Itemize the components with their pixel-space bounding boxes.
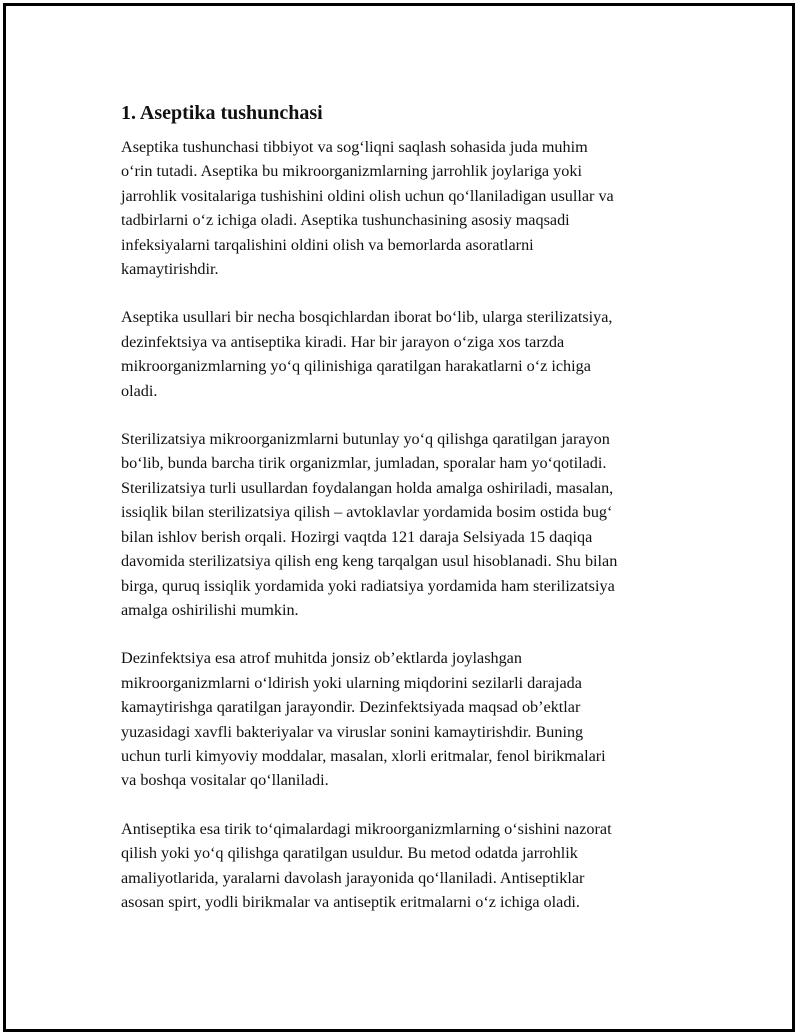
page-frame bbox=[3, 3, 795, 1032]
paragraph-sterilizatsiya: Sterilizatsiya mikroorganizmlarni butunlay yo‘q qilishga qaratilgan jarayon bo‘lib, bunda barcha tirik organizmlar, jumladan, sporalar ham yo‘qotiladi. Sterilizatsiya turli usullardan foydalangan holda amalga oshiriladi, masalan, issiqlik bilan sterilizatsiya qilish – avtoklavlar yordamida bosim ostida bug‘ bilan ishlov berish orqali. Hozirgi vaqtda 121 daraja Selsiyada 15 daqiqa davomida sterilizatsiya qilish eng keng tarqalgan usul hisoblanadi. Shu bilan birga, quruq issiqlik yordamida yoki radiatsiya yordamida ham sterilizatsiya amalga oshirilishi mumkin. bbox=[121, 430, 618, 619]
document-body bbox=[121, 99, 701, 938]
paragraph-aseptika-methods: Aseptika usullari bir necha bosqichlardan iborat bo‘lib, ularga sterilizatsiya, dezinfektsiya va antiseptika kiradi. Har bir jarayon o‘ziga xos tarzda mikroorganizmlarning yo‘q qilinishiga qaratilgan harakatlarni o‘z ichiga oladi. bbox=[121, 308, 613, 400]
paragraph-dezinfektsiya: Dezinfektsiya esa atrof muhitda jonsiz ob’ektlarda joylashgan mikroorganizmlarni o‘ldirish yoki ularning miqdorini sezilarli darajada kamaytirishga qaratilgan jarayondir. Dezinfektsiyada maqsad ob’ektlar yuzasidagi xavfli bakteriyalar va viruslar sonini kamaytirishdir. Buning uchun turli kimyoviy moddalar, masalan, xlorli eritmalar, fenol birikmalari va boshqa vositalar qo‘llaniladi. bbox=[121, 649, 606, 790]
section-heading: 1. Aseptika tushunchasi bbox=[121, 102, 323, 124]
paragraph-antiseptika: Antiseptika esa tirik to‘qimalardagi mikroorganizmlarning o‘sishini nazorat qilish yoki yo‘q qilishga qaratilgan usuldur. Bu metod odatda jarrohlik amaliyotlarida, yaralarni davolash jarayonida qo‘llaniladi. Antiseptiklar asosan spirt, yodli birikmalar va antiseptik eritmalarni o‘z ichiga oladi. bbox=[121, 819, 612, 911]
paragraph-aseptika-intro: Aseptika tushunchasi tibbiyot va sog‘liqni saqlash sohasida juda muhim o‘rin tutadi. Aseptika bu mikroorganizmlarning jarrohlik joylariga yoki jarrohlik vositalariga tushishini oldini olish uchun qo‘llaniladigan usullar va tadbirlarni o‘z ichiga oladi. Aseptika tushunchasining asosiy maqsadi infeksiyalarni tarqalishini oldini olish va bemorlarda asoratlarni kamaytirishdir. bbox=[121, 138, 614, 279]
